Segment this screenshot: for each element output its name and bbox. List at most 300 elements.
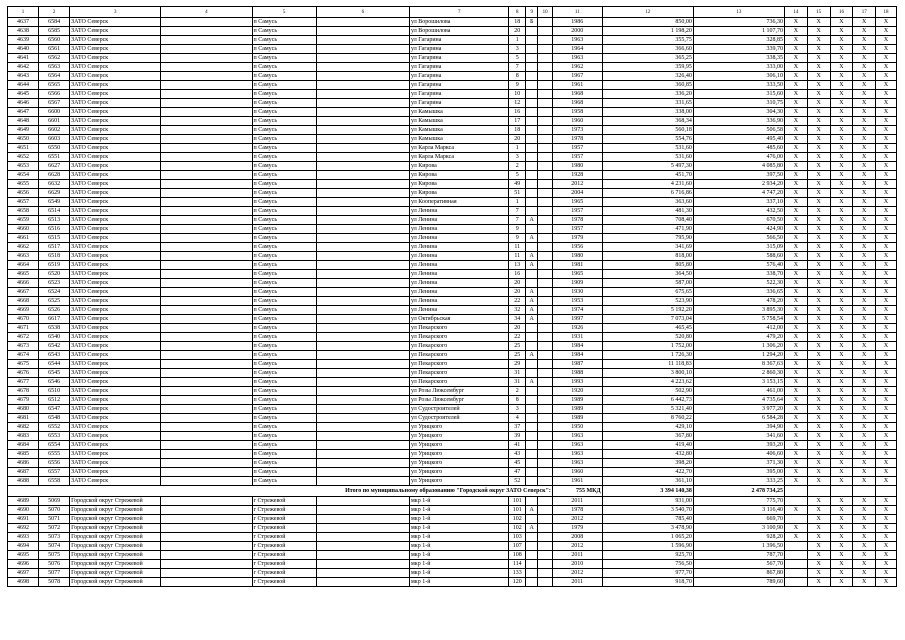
- x-mark-cell: X: [853, 135, 876, 144]
- x-mark-cell: X: [876, 515, 897, 524]
- table-cell: 20: [509, 135, 526, 144]
- table-cell: [538, 189, 553, 198]
- table-cell: А: [526, 506, 538, 515]
- x-mark-cell: X: [876, 315, 897, 324]
- table-cell: ЗАТО Северск: [70, 27, 161, 36]
- table-cell: 4668: [8, 297, 39, 306]
- x-mark-cell: X: [830, 270, 853, 279]
- table-cell: [538, 578, 553, 587]
- table-cell: ул Кирова: [409, 162, 508, 171]
- x-mark-cell: X: [830, 450, 853, 459]
- table-cell: 1978: [552, 506, 602, 515]
- table-cell: [161, 270, 252, 279]
- table-cell: 3 100,90: [693, 524, 784, 533]
- table-cell: 43: [509, 450, 526, 459]
- table-cell: 6515: [39, 234, 70, 243]
- table-cell: 1961: [552, 477, 602, 486]
- x-mark-cell: X: [807, 477, 830, 486]
- table-cell: ул Урицкого: [409, 459, 508, 468]
- table-cell: Городской округ Стрежевой: [70, 569, 161, 578]
- table-cell: 2012: [552, 542, 602, 551]
- table-cell: [161, 90, 252, 99]
- table-cell: 1963: [552, 450, 602, 459]
- table-row: [8, 506, 897, 515]
- table-cell: ЗАТО Северск: [70, 441, 161, 450]
- table-cell: 6554: [39, 441, 70, 450]
- table-cell: [538, 144, 553, 153]
- table-cell: 1: [509, 144, 526, 153]
- table-cell: [316, 27, 409, 36]
- table-cell: [526, 432, 538, 441]
- table-cell: 6 716,86: [602, 189, 693, 198]
- table-cell: 101: [509, 506, 526, 515]
- table-cell: ЗАТО Северск: [70, 405, 161, 414]
- table-cell: [316, 252, 409, 261]
- x-mark-cell: X: [853, 108, 876, 117]
- table-cell: ул Кирова: [409, 189, 508, 198]
- table-cell: [526, 333, 538, 342]
- table-cell: [526, 459, 538, 468]
- table-cell: [538, 497, 553, 506]
- x-mark-cell: X: [807, 369, 830, 378]
- x-mark-cell: X: [784, 45, 807, 54]
- table-cell: 850,00: [602, 18, 693, 27]
- table-cell: [526, 405, 538, 414]
- x-mark-cell: X: [876, 441, 897, 450]
- table-cell: [538, 99, 553, 108]
- x-mark-cell: X: [853, 477, 876, 486]
- x-mark-cell: X: [853, 387, 876, 396]
- table-cell: А: [526, 297, 538, 306]
- table-cell: ЗАТО Северск: [70, 324, 161, 333]
- table-cell: 1963: [552, 459, 602, 468]
- table-cell: 5069: [39, 497, 70, 506]
- x-mark-cell: X: [876, 234, 897, 243]
- table-cell: А: [526, 252, 538, 261]
- x-mark-cell: X: [807, 324, 830, 333]
- x-mark-cell: X: [807, 279, 830, 288]
- table-cell: [316, 551, 409, 560]
- x-mark-cell: X: [876, 333, 897, 342]
- x-mark-cell: X: [853, 117, 876, 126]
- x-mark-cell: X: [830, 90, 853, 99]
- table-cell: ЗАТО Северск: [70, 243, 161, 252]
- table-cell: [538, 423, 553, 432]
- table-cell: [316, 396, 409, 405]
- x-mark-cell: X: [784, 378, 807, 387]
- table-cell: [538, 81, 553, 90]
- table-cell: 5071: [39, 515, 70, 524]
- table-cell: п Самусь: [252, 360, 316, 369]
- x-mark-cell: X: [830, 207, 853, 216]
- table-cell: мкр 1-й: [409, 569, 508, 578]
- table-cell: [538, 515, 553, 524]
- table-cell: [526, 54, 538, 63]
- x-mark-cell: X: [830, 216, 853, 225]
- table-cell: [161, 54, 252, 63]
- table-cell: 393,20: [693, 441, 784, 450]
- table-row: [8, 27, 897, 36]
- table-cell: ЗАТО Северск: [70, 387, 161, 396]
- table-cell: 502,90: [602, 387, 693, 396]
- table-cell: 1989: [552, 405, 602, 414]
- table-cell: 8 760,22: [602, 414, 693, 423]
- table-cell: 406,60: [693, 450, 784, 459]
- table-cell: X: [807, 506, 830, 515]
- x-mark-cell: X: [853, 551, 876, 560]
- table-cell: 3 540,70: [602, 506, 693, 515]
- table-row: [8, 351, 897, 360]
- table-cell: 103: [509, 533, 526, 542]
- table-cell: [316, 578, 409, 587]
- table-cell: [161, 542, 252, 551]
- table-cell: [161, 524, 252, 533]
- x-mark-cell: X: [830, 315, 853, 324]
- total-label: Итого по муниципальному образованию "Городской округ ЗАТО Северск":: [8, 486, 553, 497]
- x-mark-cell: X: [830, 288, 853, 297]
- x-mark-cell: X: [784, 63, 807, 72]
- table-cell: 432,50: [693, 207, 784, 216]
- table-cell: ул Урицкого: [409, 432, 508, 441]
- table-cell: [526, 450, 538, 459]
- x-mark-cell: X: [853, 333, 876, 342]
- table-cell: 1965: [552, 198, 602, 207]
- x-mark-cell: X: [807, 405, 830, 414]
- table-cell: 4651: [8, 144, 39, 153]
- table-cell: п Самусь: [252, 342, 316, 351]
- table-cell: 2008: [552, 533, 602, 542]
- table-cell: 47: [509, 468, 526, 477]
- table-cell: [161, 279, 252, 288]
- table-cell: 1963: [552, 441, 602, 450]
- table-cell: 120: [509, 578, 526, 587]
- table-cell: [161, 315, 252, 324]
- x-mark-cell: X: [830, 252, 853, 261]
- x-mark-cell: X: [784, 252, 807, 261]
- table-cell: 5: [509, 54, 526, 63]
- x-mark-cell: X: [784, 288, 807, 297]
- table-cell: 18: [509, 126, 526, 135]
- table-cell: 4643: [8, 72, 39, 81]
- table-cell: 304,30: [693, 108, 784, 117]
- table-cell: [526, 477, 538, 486]
- table-cell: ЗАТО Северск: [70, 477, 161, 486]
- x-mark-cell: X: [830, 18, 853, 27]
- table-cell: 576,40: [693, 261, 784, 270]
- table-cell: [316, 279, 409, 288]
- x-mark-cell: X: [807, 459, 830, 468]
- table-cell: 4653: [8, 162, 39, 171]
- table-cell: г Стрежевой: [252, 542, 316, 551]
- table-cell: ЗАТО Северск: [70, 108, 161, 117]
- table-cell: 1963: [552, 36, 602, 45]
- table-cell: 479,20: [693, 333, 784, 342]
- table-cell: [526, 551, 538, 560]
- table-cell: [316, 468, 409, 477]
- table-cell: [316, 297, 409, 306]
- table-cell: 4689: [8, 497, 39, 506]
- table-cell: 4685: [8, 450, 39, 459]
- table-cell: 338,00: [602, 108, 693, 117]
- table-cell: п Самусь: [252, 126, 316, 135]
- x-mark-cell: X: [784, 360, 807, 369]
- table-cell: [538, 108, 553, 117]
- table-cell: ул Ленина: [409, 207, 508, 216]
- table-cell: 4696: [8, 560, 39, 569]
- table-cell: [316, 515, 409, 524]
- table-cell: [316, 126, 409, 135]
- table-cell: ЗАТО Северск: [70, 54, 161, 63]
- table-cell: 6551: [39, 153, 70, 162]
- table-cell: [161, 360, 252, 369]
- table-cell: 1956: [552, 243, 602, 252]
- table-cell: 5: [509, 171, 526, 180]
- table-cell: 478,20: [693, 297, 784, 306]
- table-cell: 20: [509, 324, 526, 333]
- table-cell: [538, 569, 553, 578]
- x-mark-cell: X: [853, 578, 876, 587]
- table-row: [8, 216, 897, 225]
- x-mark-cell: X: [876, 90, 897, 99]
- table-cell: [526, 198, 538, 207]
- table-cell: 4639: [8, 36, 39, 45]
- table-cell: ЗАТО Северск: [70, 306, 161, 315]
- table-cell: [161, 72, 252, 81]
- table-cell: 2000: [552, 27, 602, 36]
- table-cell: 9: [509, 81, 526, 90]
- x-mark-cell: X: [784, 198, 807, 207]
- table-cell: 4693: [8, 533, 39, 542]
- table-cell: ЗАТО Северск: [70, 342, 161, 351]
- table-cell: 4662: [8, 243, 39, 252]
- table-row: [8, 108, 897, 117]
- table-cell: 6520: [39, 270, 70, 279]
- table-cell: [538, 207, 553, 216]
- table-cell: п Самусь: [252, 468, 316, 477]
- table-cell: ЗАТО Северск: [70, 99, 161, 108]
- table-cell: [784, 515, 807, 524]
- table-cell: 531,60: [602, 153, 693, 162]
- table-cell: 1930: [552, 288, 602, 297]
- table-cell: X: [807, 542, 830, 551]
- table-cell: 368,34: [602, 117, 693, 126]
- table-cell: 6550: [39, 144, 70, 153]
- table-cell: ул Ленина: [409, 234, 508, 243]
- table-cell: X: [784, 533, 807, 542]
- table-cell: 336,20: [602, 90, 693, 99]
- table-cell: 1958: [552, 108, 602, 117]
- x-mark-cell: X: [784, 99, 807, 108]
- table-cell: 429,10: [602, 423, 693, 432]
- table-cell: 6547: [39, 405, 70, 414]
- table-cell: 8: [509, 72, 526, 81]
- table-cell: п Самусь: [252, 45, 316, 54]
- table-cell: [538, 477, 553, 486]
- table-cell: X: [784, 524, 807, 533]
- x-mark-cell: X: [853, 198, 876, 207]
- table-cell: 6516: [39, 225, 70, 234]
- table-cell: 32: [509, 306, 526, 315]
- table-cell: 1953: [552, 297, 602, 306]
- table-cell: п Самусь: [252, 108, 316, 117]
- table-cell: 1 306,20: [693, 342, 784, 351]
- table-cell: [538, 414, 553, 423]
- table-cell: [538, 243, 553, 252]
- table-cell: 675,65: [602, 288, 693, 297]
- table-cell: [316, 333, 409, 342]
- x-mark-cell: X: [876, 117, 897, 126]
- table-cell: 41: [509, 441, 526, 450]
- x-mark-cell: X: [876, 405, 897, 414]
- table-cell: [161, 18, 252, 27]
- x-mark-cell: X: [853, 189, 876, 198]
- table-row: [8, 288, 897, 297]
- x-mark-cell: X: [876, 414, 897, 423]
- table-cell: [316, 560, 409, 569]
- table-cell: п Самусь: [252, 234, 316, 243]
- x-mark-cell: X: [784, 153, 807, 162]
- table-cell: [526, 578, 538, 587]
- table-cell: ул Ленина: [409, 225, 508, 234]
- table-cell: 4670: [8, 315, 39, 324]
- table-cell: ЗАТО Северск: [70, 162, 161, 171]
- table-cell: 4678: [8, 387, 39, 396]
- table-cell: 1989: [552, 414, 602, 423]
- x-mark-cell: X: [807, 234, 830, 243]
- table-cell: 6525: [39, 297, 70, 306]
- table-cell: 1 396,50: [693, 542, 784, 551]
- table-cell: 566,50: [693, 234, 784, 243]
- x-mark-cell: X: [807, 162, 830, 171]
- table-cell: 4676: [8, 369, 39, 378]
- table-cell: 931,00: [602, 497, 693, 506]
- table-cell: 17: [509, 117, 526, 126]
- table-cell: [316, 270, 409, 279]
- table-cell: [538, 72, 553, 81]
- table-cell: 5076: [39, 560, 70, 569]
- empty-cell: [830, 486, 853, 497]
- table-cell: п Самусь: [252, 162, 316, 171]
- table-cell: [526, 533, 538, 542]
- table-cell: [538, 551, 553, 560]
- table-cell: 4695: [8, 551, 39, 560]
- table-cell: [538, 18, 553, 27]
- x-mark-cell: X: [830, 180, 853, 189]
- table-cell: п Самусь: [252, 72, 316, 81]
- table-row: [8, 468, 897, 477]
- table-row: [8, 117, 897, 126]
- table-cell: п Самусь: [252, 198, 316, 207]
- x-mark-cell: X: [830, 351, 853, 360]
- table-cell: 310,75: [693, 99, 784, 108]
- table-cell: 2: [509, 387, 526, 396]
- table-cell: [161, 225, 252, 234]
- table-cell: 805,80: [602, 261, 693, 270]
- x-mark-cell: X: [784, 279, 807, 288]
- table-row: [8, 297, 897, 306]
- table-cell: 16: [509, 270, 526, 279]
- table-cell: [161, 506, 252, 515]
- table-cell: 1961: [552, 81, 602, 90]
- table-cell: [316, 18, 409, 27]
- table-cell: X: [807, 524, 830, 533]
- x-mark-cell: X: [807, 351, 830, 360]
- table-cell: п Самусь: [252, 459, 316, 468]
- table-cell: 1 752,00: [602, 342, 693, 351]
- table-cell: п Самусь: [252, 306, 316, 315]
- x-mark-cell: X: [830, 342, 853, 351]
- table-cell: 670,50: [693, 216, 784, 225]
- table-cell: [526, 569, 538, 578]
- table-cell: ЗАТО Северск: [70, 369, 161, 378]
- table-cell: 333,00: [693, 63, 784, 72]
- table-cell: [526, 369, 538, 378]
- table-cell: 465,45: [602, 324, 693, 333]
- table-cell: [316, 315, 409, 324]
- table-cell: 133: [509, 569, 526, 578]
- table-cell: 6552: [39, 423, 70, 432]
- table-cell: 554,76: [602, 135, 693, 144]
- table-cell: 4644: [8, 81, 39, 90]
- table-cell: 338,70: [693, 270, 784, 279]
- table-cell: 6627: [39, 162, 70, 171]
- table-cell: [538, 225, 553, 234]
- table-cell: ул Пекарского: [409, 324, 508, 333]
- table-row: [8, 207, 897, 216]
- x-mark-cell: X: [853, 144, 876, 153]
- table-cell: 4690: [8, 506, 39, 515]
- x-mark-cell: X: [876, 45, 897, 54]
- x-mark-cell: X: [853, 171, 876, 180]
- table-cell: 795,90: [602, 234, 693, 243]
- table-cell: 367,80: [602, 432, 693, 441]
- table-cell: 336,65: [693, 288, 784, 297]
- table-cell: [161, 171, 252, 180]
- table-cell: п Самусь: [252, 180, 316, 189]
- table-cell: [538, 90, 553, 99]
- x-mark-cell: X: [876, 144, 897, 153]
- x-mark-cell: X: [830, 533, 853, 542]
- table-cell: 1980: [552, 252, 602, 261]
- table-cell: 6564: [39, 72, 70, 81]
- table-cell: Городской округ Стрежевой: [70, 533, 161, 542]
- table-cell: 338,35: [693, 54, 784, 63]
- x-mark-cell: X: [876, 63, 897, 72]
- table-cell: 6555: [39, 450, 70, 459]
- table-cell: X: [807, 515, 830, 524]
- table-cell: 2 860,30: [693, 369, 784, 378]
- table-cell: ул Камышка: [409, 135, 508, 144]
- table-cell: ул Камышка: [409, 108, 508, 117]
- table-cell: 25: [509, 342, 526, 351]
- table-cell: [316, 225, 409, 234]
- table-cell: ул Ворошилова: [409, 18, 508, 27]
- x-mark-cell: X: [807, 396, 830, 405]
- table-cell: 4683: [8, 432, 39, 441]
- table-cell: ул Розы Люксембург: [409, 396, 508, 405]
- x-mark-cell: X: [784, 477, 807, 486]
- table-cell: 37: [509, 423, 526, 432]
- x-mark-cell: X: [830, 333, 853, 342]
- x-mark-cell: X: [807, 288, 830, 297]
- x-mark-cell: X: [830, 234, 853, 243]
- x-mark-cell: X: [853, 18, 876, 27]
- table-cell: 4 735,64: [693, 396, 784, 405]
- table-cell: Городской округ Стрежевой: [70, 542, 161, 551]
- table-cell: ЗАТО Северск: [70, 351, 161, 360]
- table-cell: 4652: [8, 153, 39, 162]
- x-mark-cell: X: [807, 153, 830, 162]
